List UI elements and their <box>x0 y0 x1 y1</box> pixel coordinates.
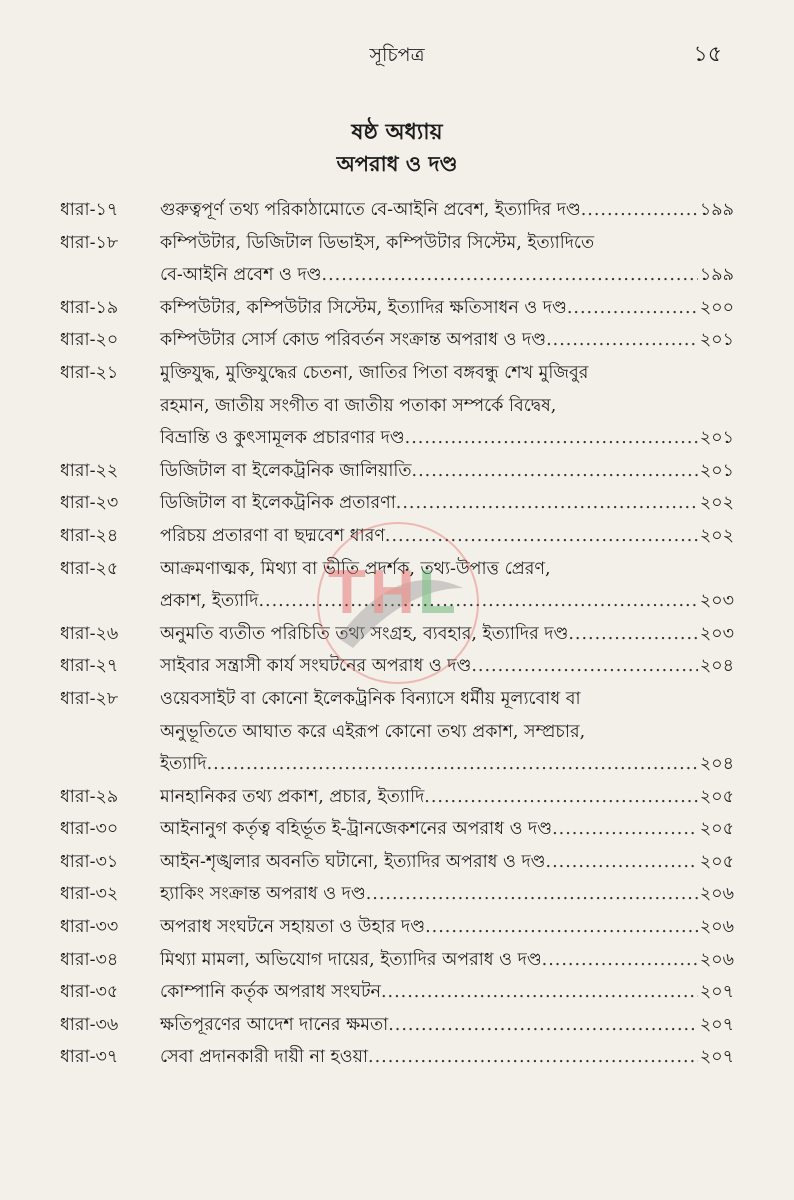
entry-last-line <box>160 813 734 846</box>
entry-title-line: কম্পিউটার, কম্পিউটার সিস্টেম, ইত্যাদির ক্ষতিসাধন ও দণ্ড <box>160 297 567 318</box>
entry-page-number: ২০৩ <box>699 591 734 612</box>
entry-body <box>160 813 734 846</box>
entry-page-number: ২০৭ <box>699 1014 734 1035</box>
entry-last-line <box>160 976 734 1009</box>
dot-leader <box>567 292 698 325</box>
chapter-heading <box>0 116 794 180</box>
entry-last-line <box>160 650 734 683</box>
section-label: ধারা-২৩ <box>60 493 119 514</box>
entry-body <box>160 846 734 879</box>
entry-body <box>160 781 734 814</box>
entry-title-line: বে-আইনি প্রবেশ ও দণ্ড <box>160 265 322 286</box>
entry-page-number: ১৯৯ <box>699 200 734 220</box>
entry-last-line <box>160 585 734 618</box>
entry-page-number: ২০১ <box>699 428 734 449</box>
toc-entry <box>60 324 734 357</box>
toc-entry <box>60 357 734 455</box>
entry-body <box>160 618 734 651</box>
entry-page-number: ২০৭ <box>699 982 734 1003</box>
dot-leader <box>552 813 698 846</box>
entry-title-line: সাইবার সন্ত্রাসী কার্য সংঘটনের অপরাধ ও দণ্ড <box>160 656 472 677</box>
entry-body <box>160 1041 734 1074</box>
toc-entry <box>60 520 734 553</box>
entry-title-line: মিথ্যা মামলা, অভিযোগ দায়ের, ইত্যাদির অপরাধ ও দণ্ড <box>160 949 542 970</box>
entry-title-line: পরিচয় প্রতারণা বা ছদ্মবেশ ধারণ <box>160 525 385 546</box>
section-label: ধারা-৩৫ <box>60 982 119 1003</box>
entry-title-line: আক্রমণাত্মক, মিথ্যা বা ভীতি প্রদর্শক, তথ্য-উপাত্ত প্রেরণ, <box>160 558 551 579</box>
svg-text:L: L <box>418 558 456 627</box>
running-title: সূচিপত্র <box>369 44 425 66</box>
entry-title-line: মুক্তিযুদ্ধ, মুক্তিযুদ্ধের চেতনা, জাতির পিতা বঙ্গবন্ধু শেখ মুজিবুর <box>160 362 589 383</box>
section-label: ধারা-১৭ <box>60 200 119 220</box>
section-label: ধারা-৩২ <box>60 884 119 905</box>
section-label: ধারা-৩৭ <box>60 1047 119 1068</box>
dot-leader <box>366 878 698 911</box>
entry-body <box>160 292 734 325</box>
section-label: ধারা-২৫ <box>60 558 119 579</box>
section-label: ধারা-২২ <box>60 460 119 481</box>
entry-page-number: ২০১ <box>699 460 734 481</box>
entry-last-line <box>160 1041 734 1074</box>
dot-leader <box>546 324 698 357</box>
entry-body <box>160 487 734 520</box>
dot-leader <box>424 781 698 814</box>
entry-page-number: ২০৭ <box>699 1047 734 1068</box>
entry-last-line <box>160 781 734 814</box>
section-label: ধারা-২১ <box>60 362 119 383</box>
dot-leader <box>396 487 698 520</box>
toc-entry <box>60 976 734 1009</box>
entry-title-line: অপরাধ সংঘটনে সহায়তা ও উহার দণ্ড <box>160 917 426 938</box>
section-label: ধারা-২৬ <box>60 623 119 644</box>
table-of-contents <box>60 194 734 1074</box>
entry-title-line: হ্যাকিং সংক্রান্ত অপরাধ ও দণ্ড <box>160 884 366 905</box>
entry-page-number: ২০২ <box>699 493 734 514</box>
toc-entry <box>60 194 734 227</box>
section-label: ধারা-৩০ <box>60 819 119 840</box>
section-label: ধারা-১৮ <box>60 232 119 253</box>
toc-entry <box>60 1041 734 1074</box>
dot-leader <box>542 944 698 977</box>
chapter-subtitle: অপরাধ ও দণ্ড <box>336 151 458 176</box>
entry-last-line <box>160 911 734 944</box>
entry-last-line <box>160 487 734 520</box>
section-label: ধারা-৩৬ <box>60 1014 119 1035</box>
toc-entry <box>60 618 734 651</box>
entry-title-line: সেবা প্রদানকারী দায়ী না হওয়া <box>160 1047 369 1068</box>
entry-last-line <box>160 292 734 325</box>
entry-body <box>160 650 734 683</box>
running-head <box>0 40 794 74</box>
section-label: ধারা-৩৩ <box>60 917 119 938</box>
entry-title-line: অনুভূতিতে আঘাত করে এইরূপ কোনো তথ্য প্রকাশ, সম্প্রচার, <box>160 721 586 742</box>
entry-page-number: ২০৫ <box>699 786 734 807</box>
entry-page-number: ২০২ <box>699 525 734 546</box>
entry-last-line <box>160 618 734 651</box>
section-label: ধারা-২৯ <box>60 786 119 807</box>
toc-entry <box>60 553 734 618</box>
entry-title-line: রহমান, জাতীয় সংগীত বা জাতীয় পতাকা সম্পর্কে বিদ্বেষ, <box>160 395 557 416</box>
svg-text:T: T <box>328 558 366 627</box>
entry-body <box>160 944 734 977</box>
dot-leader <box>381 976 698 1009</box>
entry-page-number: ২০৬ <box>699 884 734 905</box>
toc-entry <box>60 227 734 292</box>
dot-leader <box>258 585 697 618</box>
entry-last-line <box>160 422 734 455</box>
toc-entry <box>60 683 734 781</box>
entry-page-number: ২০৩ <box>699 623 734 644</box>
entry-last-line <box>160 748 734 781</box>
entry-title-line: ওয়েবসাইট বা কোনো ইলেকট্রনিক বিন্যাসে ধর্মীয় মূল্যবোধ বা <box>160 688 581 709</box>
entry-page-number: ২০৬ <box>699 949 734 970</box>
entry-last-line <box>160 846 734 879</box>
dot-leader <box>207 748 698 781</box>
dot-leader <box>322 259 698 292</box>
entry-body <box>160 455 734 488</box>
entry-body <box>160 357 734 455</box>
toc-entry <box>60 1009 734 1042</box>
toc-entry <box>60 781 734 814</box>
section-label: ধারা-৩১ <box>60 851 119 872</box>
entry-title-line: কম্পিউটার সোর্স কোড পরিবর্তন সংক্রান্ত অপরাধ ও দণ্ড <box>160 330 547 351</box>
chapter-title: ষষ্ঠ অধ্যায় <box>351 119 443 145</box>
entry-body <box>160 324 734 357</box>
toc-entry <box>60 455 734 488</box>
entry-title-line: কোম্পানি কর্তৃক অপরাধ সংঘটন <box>160 982 381 1003</box>
entry-body <box>160 911 734 944</box>
entry-last-line <box>160 324 734 357</box>
entry-title-line: ডিজিটাল বা ইলেকট্রনিক জালিয়াতি <box>160 460 412 481</box>
toc-entry <box>60 944 734 977</box>
entry-last-line <box>160 944 734 977</box>
entry-title-line: গুরুত্বপূর্ণ তথ্য পরিকাঠামোতে বে-আইনি প্রবেশ, ইত্যাদির দণ্ড <box>160 200 581 220</box>
section-label: ধারা-২০ <box>60 330 119 351</box>
toc-entry <box>60 487 734 520</box>
entry-body <box>160 520 734 553</box>
svg-text:H: H <box>370 558 415 627</box>
section-label: ধারা-২৭ <box>60 656 119 677</box>
entry-title-line: আইন-শৃঙ্খলার অবনতি ঘটানো, ইত্যাদির অপরাধ ও দণ্ড <box>160 851 546 872</box>
entry-title-line: ইত্যাদি <box>160 754 207 775</box>
entry-last-line <box>160 878 734 911</box>
entry-page-number: ২০৪ <box>699 656 734 677</box>
toc-entry <box>60 292 734 325</box>
section-label: ধারা-২৮ <box>60 688 119 709</box>
entry-body <box>160 1009 734 1042</box>
entry-page-number: ২০৬ <box>699 917 734 938</box>
toc-entry <box>60 911 734 944</box>
dot-leader <box>412 455 698 488</box>
entry-last-line <box>160 520 734 553</box>
dot-leader <box>405 422 698 455</box>
section-label: ধারা-১৯ <box>60 297 119 318</box>
dot-leader <box>568 618 698 651</box>
entry-title-line: কম্পিউটার, ডিজিটাল ডিভাইস, কম্পিউটার সিস্টেম, ইত্যাদিতে <box>160 232 595 253</box>
entry-body <box>160 553 734 618</box>
entry-last-line <box>160 1009 734 1042</box>
dot-leader <box>385 520 698 553</box>
toc-entry <box>60 878 734 911</box>
entry-page-number: ২০৫ <box>699 851 734 872</box>
dot-leader <box>471 650 698 683</box>
toc-entry <box>60 650 734 683</box>
toc-entry <box>60 813 734 846</box>
entry-body <box>160 227 734 292</box>
entry-page-number: ২০১ <box>699 330 734 351</box>
section-label: ধারা-৩৪ <box>60 949 119 970</box>
entry-title-line: ক্ষতিপূরণের আদেশ দানের ক্ষমতা <box>160 1014 389 1035</box>
section-label: ধারা-২৪ <box>60 525 119 546</box>
entry-page-number: ২০৫ <box>699 819 734 840</box>
entry-body <box>160 976 734 1009</box>
entry-body <box>160 683 734 781</box>
entry-last-line <box>160 455 734 488</box>
entry-body <box>160 194 734 227</box>
entry-title-line: ডিজিটাল বা ইলেকট্রনিক প্রতারণা <box>160 493 396 514</box>
dot-leader <box>388 1009 698 1042</box>
entry-title-line: অনুমতি ব্যতীত পরিচিতি তথ্য সংগ্রহ, ব্যবহার, ইত্যাদির দণ্ড <box>160 623 569 644</box>
entry-page-number: ১৯৯ <box>699 265 734 286</box>
dot-leader <box>546 846 698 879</box>
dot-leader <box>425 911 698 944</box>
page-number: ১৫ <box>693 42 722 67</box>
entry-title-line: প্রকাশ, ইত্যাদি <box>160 591 259 612</box>
entry-title-line: আইনানুগ কর্তৃত্ব বহির্ভূত ই-ট্রানজেকশনের অপরাধ ও দণ্ড <box>160 819 553 840</box>
entry-title-line: বিভ্রান্তি ও কুৎসামূলক প্রচারণার দণ্ড <box>160 428 405 449</box>
dot-leader <box>368 1041 698 1074</box>
dot-leader <box>581 194 698 227</box>
entry-last-line <box>160 259 734 292</box>
entry-title-line: মানহানিকর তথ্য প্রকাশ, প্রচার, ইত্যাদি <box>160 786 425 807</box>
entry-last-line <box>160 194 734 227</box>
entry-page-number: ২০৪ <box>699 754 734 775</box>
toc-entry <box>60 846 734 879</box>
entry-body <box>160 878 734 911</box>
entry-page-number: ২০০ <box>699 297 734 318</box>
